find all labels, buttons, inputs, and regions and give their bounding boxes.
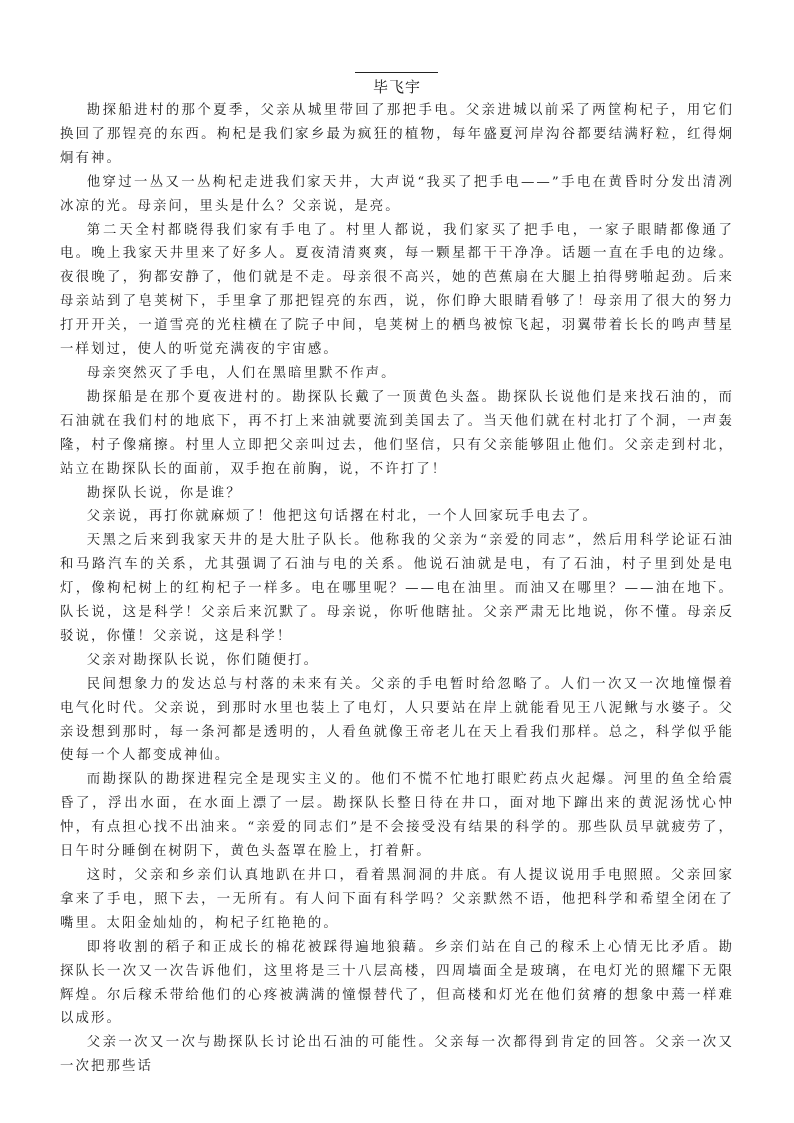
paragraph: 勘探船是在那个夏夜进村的。勘探队长戴了一顶黄色头盔。勘探队长说他们是来找石油的，而石油就在我们村的地底下，再不打上来油就要流到美国去了。当天他们就在村北打了个洞，一声轰隆，村子像痛擦。村里人立即把父亲叫过去，他们坚信，只有父亲能够阻止他们。父亲走到村北，站立在勘探队长的面前，双手抱在前胸，说，不许打了！	[60, 389, 734, 477]
title-rule	[355, 72, 438, 73]
paragraph: 这时，父亲和乡亲们认真地趴在井口，看着黑洞洞的井底。有人提议说用手电照照。父亲回家拿来了手电，照下去，一无所有。有人问下面有科学吗？父亲默然不语，他把科学和希望全闭在了嘴里。太阳金灿灿的，枸杞子红艳艳的。	[60, 868, 734, 931]
paragraph: 勘探船进村的那个夏季，父亲从城里带回了那把手电。父亲进城以前采了两筐枸杞子，用它们换回了那锃亮的东西。枸杞是我们家乡最为疯狂的植物，每年盛夏河岸沟谷都要结满籽粒，红得炯炯有神。	[60, 103, 734, 166]
paragraph: 第二天全村都晓得我们家有手电了。村里人都说，我们家买了把手电，一家子眼睛都像通了电。晚上我家天井里来了好多人。夏夜清清爽爽，每一颗星都干干净净。话题一直在手电的边缘。夜很晚了，狗都安静了，他们就是不走。母亲很不高兴，她的芭蕉扇在大腿上拍得劈啪起劲。后来母亲站到了皂荚树下，手里拿了那把锃亮的东西，说，你们睁大眼睛看够了！母亲用了很大的努力打开开关，一道雪亮的光柱横在了院子中间，皂荚树上的栖鸟被惊飞起，羽翼带着长长的鸣声彗星一样划过，使人的听觉充满夜的宇宙感。	[60, 222, 734, 358]
article-body	[60, 99, 734, 1075]
author-name: 毕飞宇	[372, 78, 421, 96]
paragraph: 父亲说，再打你就麻烦了！他把这句话撂在村北，一个人回家玩手电去了。	[86, 509, 598, 525]
paragraph: 勘探队长说，你是谁？	[86, 485, 242, 501]
paragraph: 天黑之后来到我家天井的是大肚子队长。他称我的父亲为“亲爱的同志”，然后用科学论证石油和马路汽车的关系，尤其强调了石油与电的关系。他说石油就是电，有了石油，村子里到处是电灯，像枸杞树上的红枸杞子一样多。电在哪里呢？——电在油里。而油又在哪里？——油在地下。队长说，这是科学！父亲后来沉默了。母亲说，你听他瞎扯。父亲严肃无比地说，你不懂。母亲反驳说，你懂！父亲说，这是科学！	[60, 533, 734, 644]
paragraph: 即将收割的稻子和正成长的棉花被踩得遍地狼藉。乡亲们站在自己的稼禾上心情无比矛盾。勘探队长一次又一次告诉他们，这里将是三十八层高楼，四周墙面全是玻璃，在电灯光的照耀下无限辉煌。尔后稼禾带给他们的心疼被满满的憧憬替代了，但高楼和灯光在他们贫瘠的想象中蔫一样难以成形。	[60, 939, 734, 1027]
paragraph: 他穿过一丛又一丛枸杞走进我们家天井，大声说“我买了把手电——”手电在黄昏时分发出清冽冰凉的光。母亲问，里头是什么？父亲说，是亮。	[60, 174, 734, 214]
paragraph: 而勘探队的勘探进程完全是现实主义的。他们不慌不忙地打眼贮药点火起爆。河里的鱼全给震昏了，浮出水面，在水面上漂了一层。勘探队长整日待在井口，面对地下蹿出来的黄泥汤忧心忡忡，有点担心找不出油来。“亲爱的同志们”是不会接受没有结果的科学的。那些队员早就疲劳了，日午时分睡倒在树阴下，黄色头盔罩在脸上，打着鼾。	[60, 772, 734, 860]
paragraph: 民间想象力的发达总与村落的未来有关。父亲的手电暂时给忽略了。人们一次又一次地憧憬着电气化时代。父亲说，到那时水里也装上了电灯，人只要站在岸上就能看见王八泥鳅与水婆子。父亲设想到那时，每一条河都是透明的，人看鱼就像王帝老儿在天上看我们那样。总之，科学似乎能使每一个人都变成神仙。	[60, 676, 734, 764]
paragraph: 父亲对勘探队长说，你们随便打。	[86, 652, 320, 668]
paragraph: 父亲一次又一次与勘探队长讨论出石油的可能性。父亲每一次都得到肯定的回答。父亲一次又一次把那些话	[60, 1035, 734, 1075]
paragraph: 母亲突然灭了手电，人们在黑暗里默不作声。	[86, 365, 397, 381]
